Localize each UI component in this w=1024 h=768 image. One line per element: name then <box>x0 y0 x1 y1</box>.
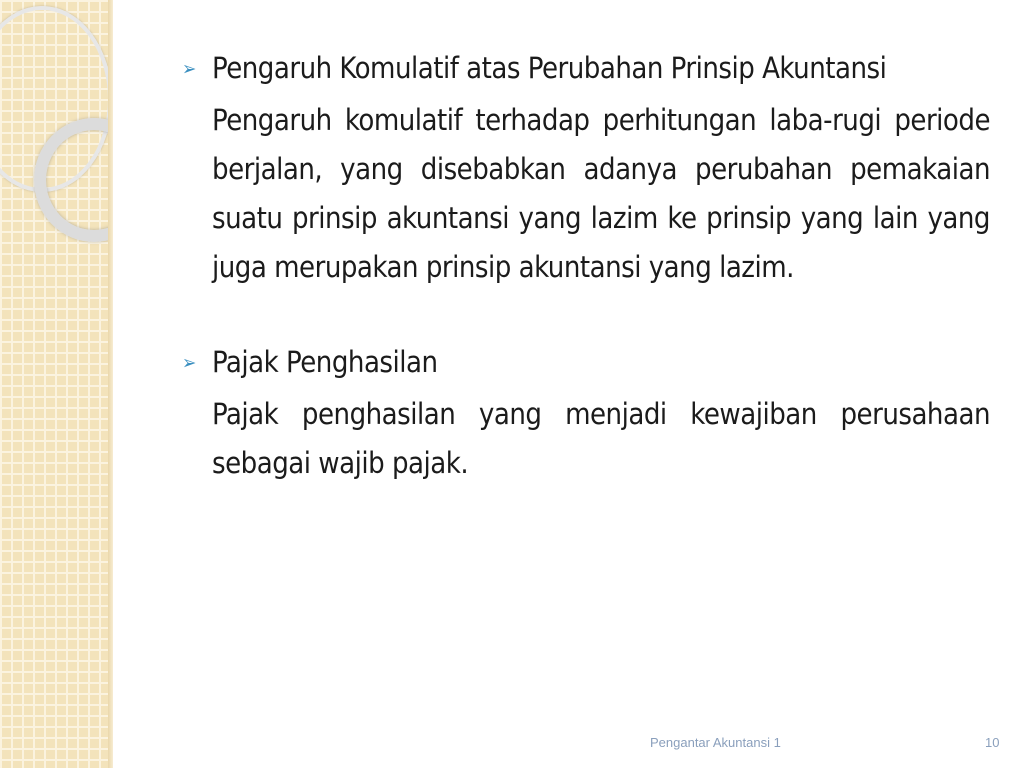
bullet-heading: Pajak Penghasilan <box>212 345 438 379</box>
footer-title: Pengantar Akuntansi 1 <box>650 735 781 750</box>
bullet-block <box>182 341 990 488</box>
bullet-body: Pengaruh komulatif terhadap perhitungan laba-rugi periode berjalan, yang disebabkan adanya perubahan pemakaian suatu prinsip akuntansi yang lazim ke prinsip yang lain yang juga merupakan prinsip akuntansi yang lazim. <box>212 103 990 284</box>
sidebar-edge <box>108 0 113 768</box>
bullet-block <box>182 47 990 292</box>
page-number: 10 <box>985 735 1000 750</box>
bullet-heading-row <box>182 47 990 93</box>
bullet-heading-row <box>182 341 990 387</box>
slide-content <box>182 47 990 488</box>
bullet-heading: Pengaruh Komulatif atas Perubahan Prinsip Akuntansi <box>212 51 887 85</box>
arrow-right-icon: ➢ <box>182 352 196 374</box>
arrow-right-icon: ➢ <box>182 58 196 80</box>
bullet-body: Pajak penghasilan yang menjadi kewajiban perusahaan sebagai wajib pajak. <box>212 397 990 480</box>
decorative-sidebar <box>0 0 113 768</box>
